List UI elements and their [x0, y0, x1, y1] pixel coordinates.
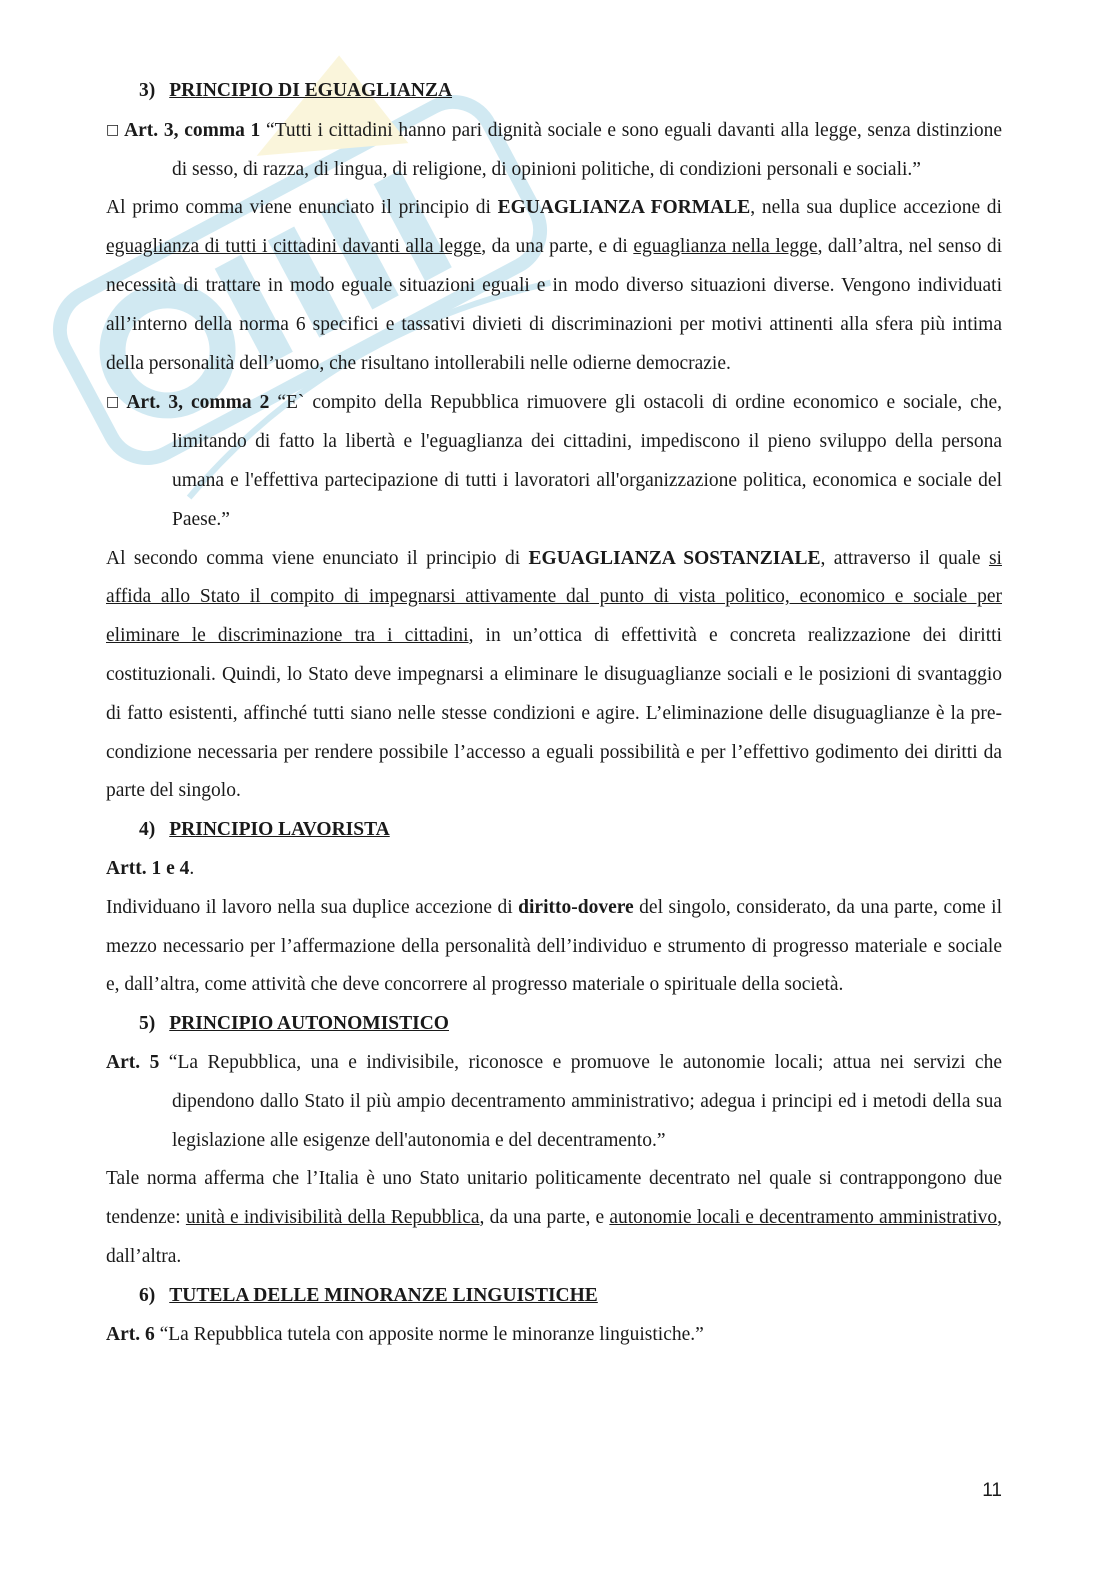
paragraph-autonomistico	[106, 1160, 1002, 1276]
underlined-text: unità e indivisibilità della Repubblica	[185, 1207, 480, 1229]
paragraph-lavorista	[106, 889, 1002, 1005]
text-run: , nella sua duplice accezione di	[750, 197, 1002, 219]
text-run: , da una parte, e di	[481, 236, 634, 258]
article-ref: Art. 5	[106, 1051, 160, 1073]
article-quote: “La Repubblica tutela con apposite norme le minoranze linguistiche.”	[159, 1323, 704, 1345]
bullet-icon: □	[106, 121, 121, 138]
text-run: .	[189, 857, 195, 879]
text-run: Al secondo comma viene enunciato il principio di	[106, 547, 529, 569]
section-title: PRINCIPIO LAVORISTA	[169, 819, 390, 841]
text-run: del singolo, considerato, da una parte, come il mezzo necessario per l’affermazione della personalità dell’individuo e strumento di progresso materiale e sociale e, dall’altra, come attività che deve concorrere al progresso materiale o spirituale della società.	[106, 896, 1002, 996]
article-5	[106, 1044, 1002, 1160]
text-run: Individuano il lavoro nella sua duplice accezione di	[106, 896, 519, 918]
page-number: 11	[982, 1480, 1002, 1501]
section-title: PRINCIPIO AUTONOMISTICO	[169, 1013, 449, 1035]
section-number: 5)	[139, 1013, 156, 1035]
bold-term: EGUAGLIANZA SOSTANZIALE	[528, 547, 821, 569]
article-3-comma-2	[106, 383, 1002, 539]
text-run: Al primo comma viene enunciato il principio di	[106, 197, 498, 219]
article-quote: “E` compito della Repubblica rimuovere gli ostacoli di ordine economico e sociale, che, limitando di fatto la libertà e l'eguaglianza dei cittadini, impediscono il pieno sviluppo della persona umana e l'effettiva partecipazione di tutti i lavoratori all'organizzazione politica, economica e sociale del Paese.”	[172, 392, 1003, 530]
section-heading-3	[106, 72, 1002, 111]
text-run: , in un’ottica di effettività e concreta realizzazione dei diritti costituzionali. Quindi, lo Stato deve impegnarsi a eliminare le disuguaglianze sociali e le posizioni di svantaggio di fatto esistenti, affinché tutti siano nelle stesse condizioni e agire. L’eliminazione delle disuguaglianze è la pre-condizione necessaria per rendere possibile l’accesso a eguali possibilità e per l’effettivo godimento dei diritti da parte del singolo.	[106, 625, 1002, 802]
paragraph-eguaglianza-sostanziale	[106, 540, 1002, 812]
article-ref: Art. 3, comma 1	[124, 119, 261, 141]
underlined-text: si affida allo Stato il compito di impegnarsi attivamente dal punto di vista politico, economico e sociale per eliminare le discriminazione tra i cittadini	[106, 547, 1002, 647]
section-number: 4)	[139, 819, 156, 841]
bullet-icon: □	[106, 394, 123, 411]
article-quote: “Tutti i cittadini hanno pari dignità sociale e sono eguali davanti alla legge, senza distinzione di sesso, di razza, di lingua, di religione, di opinioni politiche, di condizioni personali e sociali.”	[172, 119, 1003, 180]
paragraph-eguaglianza-formale	[106, 189, 1002, 383]
bold-term: EGUAGLIANZA FORMALE	[497, 197, 751, 219]
text-run: Tale norma afferma che l’Italia è uno Stato unitario politicamente decentrato nel quale si contrappongono due tendenze:	[106, 1168, 1002, 1229]
article-3-comma-1	[106, 111, 1002, 190]
section-heading-6	[106, 1277, 1002, 1316]
section-number: 3)	[139, 80, 156, 101]
article-6	[106, 1316, 1002, 1355]
section-title: TUTELA DELLE MINORANZE LINGUISTICHE	[169, 1284, 598, 1306]
section-title: PRINCIPIO DI EGUAGLIANZA	[169, 80, 453, 101]
article-ref: Artt. 1 e 4	[106, 857, 190, 879]
section-number: 6)	[139, 1284, 156, 1306]
underlined-text: autonomie locali e decentramento amministrativo	[609, 1207, 998, 1229]
text-run: , dall’altra, nel senso di necessità di trattare in modo eguale situazioni eguali e in modo diverso situazioni diverse. Vengono individuati all’interno della norma 6 specifici e tassativi divieti di discriminazioni per motivi attinenti alla sfera più intima della personalità dell’uomo, che risultano intollerabili nelle odierne democrazie.	[106, 236, 1002, 374]
section-heading-5	[106, 1005, 1002, 1044]
article-ref: Art. 6	[106, 1323, 155, 1345]
text-run: , da una parte, e	[479, 1207, 610, 1229]
article-ref-line	[106, 850, 1002, 889]
bold-term: diritto-dovere	[518, 896, 634, 918]
underlined-text: eguaglianza di tutti i cittadini davanti alla legge	[106, 236, 482, 258]
section-heading-4	[106, 811, 1002, 850]
text-run: , dall’altra.	[106, 1207, 1002, 1267]
underlined-text: eguaglianza nella legge	[633, 236, 818, 258]
text-run: , attraverso il quale	[820, 547, 989, 569]
document-body	[106, 72, 1002, 1354]
article-quote: “La Repubblica, una e indivisibile, riconosce e promuove le autonomie locali; attua nei servizi che dipendono dallo Stato il più ampio decentramento amministrativo; adegua i principi ed i metodi della sua legislazione alle esigenze dell'autonomia e del decentramento.”	[168, 1051, 1002, 1151]
article-ref: Art. 3, comma 2	[126, 392, 270, 414]
